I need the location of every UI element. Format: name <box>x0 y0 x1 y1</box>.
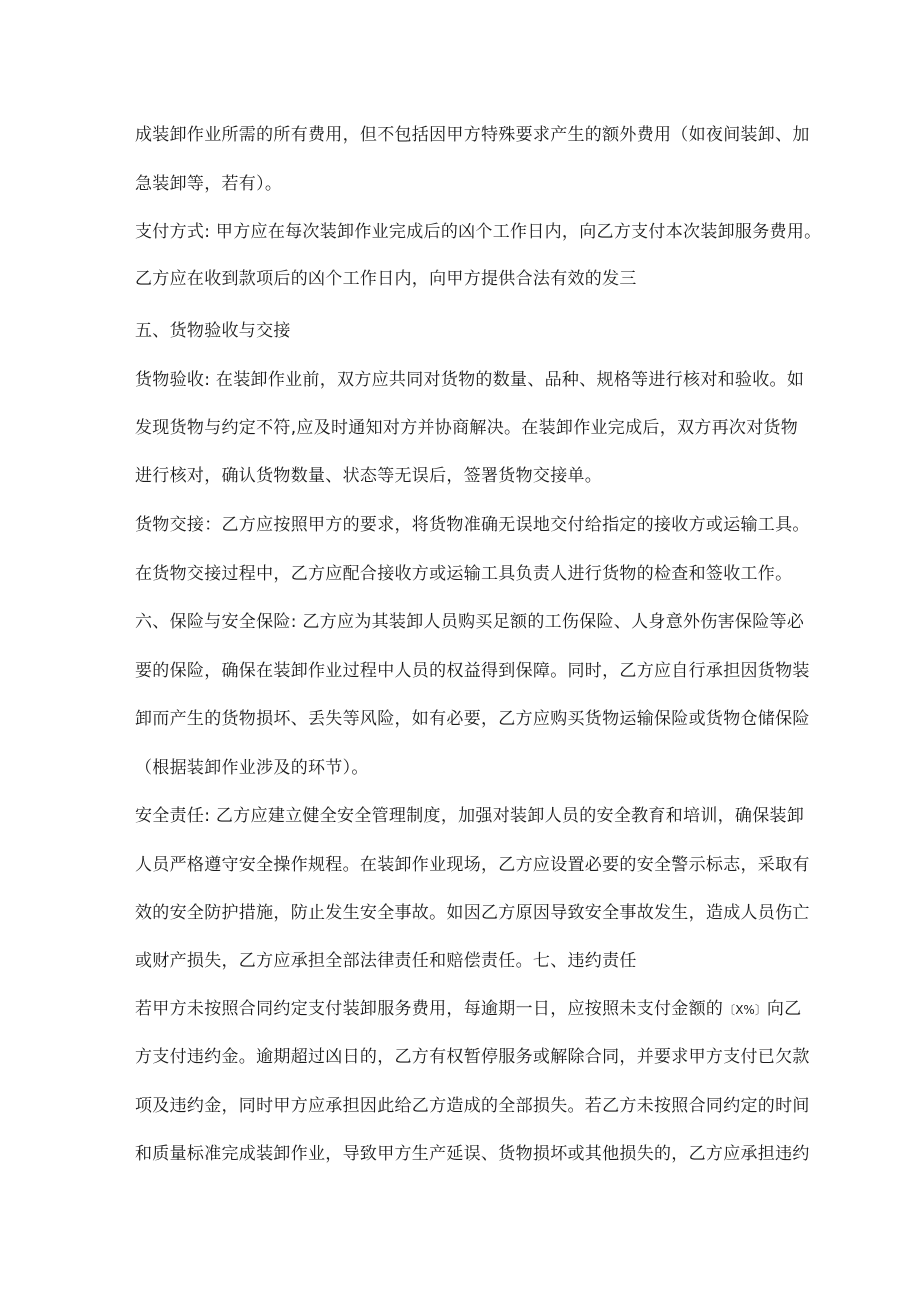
text-line: 支付方式: 甲方应在每次装卸作业完成后的凶个工作日内，向乙方支付本次装卸服务费用。 <box>135 222 822 242</box>
rate-placeholder: 〔X%〕 <box>723 1003 767 1017</box>
text-line: 成装卸作业所需的所有费用，但不包括因甲方特殊要求产生的额外费用（如夜间装卸、加 <box>135 125 810 145</box>
section-heading: 六、保险与安全保险: 乙方应为其装卸人员购买足额的工伤保险、人身意外伤害保险等必 <box>135 612 805 632</box>
text-line: 安全责任: 乙方应建立健全安全管理制度，加强对装卸人员的安全教育和培训，确保装卸 <box>135 806 805 826</box>
section-heading: 五、货物验收与交接 <box>135 321 291 341</box>
text-line: 急装卸等，若有）。 <box>135 174 283 194</box>
text-line: 要的保险，确保在装卸作业过程中人员的权益得到保障。同时，乙方应自行承担因货物装 <box>135 661 810 681</box>
text-line: 和质量标准完成装卸作业，导致甲方生产延误、货物损坏或其他损失的，乙方应承担违约 <box>135 1144 810 1164</box>
text-line: （根据装卸作业涉及的环节）。 <box>135 758 369 778</box>
text-segment: 向乙 <box>766 999 802 1019</box>
text-line: 乙方应在收到款项后的凶个工作日内，向甲方提供合法有效的发三 <box>135 269 637 289</box>
text-line: 或财产损失，乙方应承担全部法律责任和赔偿责任。七、违约责任 <box>135 951 637 971</box>
text-line: 发现货物与约定不符,应及时通知对方并协商解决。在装卸作业完成后，双方再次对货物 <box>135 418 799 438</box>
text-line: 人员严格遵守安全操作规程。在装卸作业现场，乙方应设置必要的安全警示标志，采取有 <box>135 855 810 875</box>
text-line: 货物交接：乙方应按照甲方的要求，将货物准确无误地交付给指定的接收方或运输工具。 <box>135 515 810 535</box>
text-line: 进行核对，确认货物数量、状态等无误后，签署货物交接单。 <box>135 466 603 486</box>
text-segment: 若甲方未按照合同约定支付装卸服务费用，每逾期一日，应按照未支付金额的 <box>135 999 724 1019</box>
text-line: 卸而产生的货物损坏、丢失等风险，如有必要，乙方应购买货物运输保险或货物仓储保险 <box>135 709 810 729</box>
text-line: 方支付违约金。逾期超过凶日的，乙方有权暂停服务或解除合同，并要求甲方支付已欠款 <box>135 1047 810 1067</box>
text-line: 货物验收: 在装卸作业前，双方应共同对货物的数量、品种、规格等进行核对和验收。如 <box>135 370 805 390</box>
text-line: 项及违约金，同时甲方应承担因此给乙方造成的全部损失。若乙方未按照合同约定的时间 <box>135 1096 810 1116</box>
text-line <box>135 999 801 1020</box>
text-line: 在货物交接过程中，乙方应配合接收方或运输工具负责人进行货物的检查和签收工作。 <box>135 564 793 584</box>
text-line: 效的安全防护措施，防止发生安全事故。如因乙方原因导致安全事故发生，造成人员伤亡 <box>135 903 810 923</box>
